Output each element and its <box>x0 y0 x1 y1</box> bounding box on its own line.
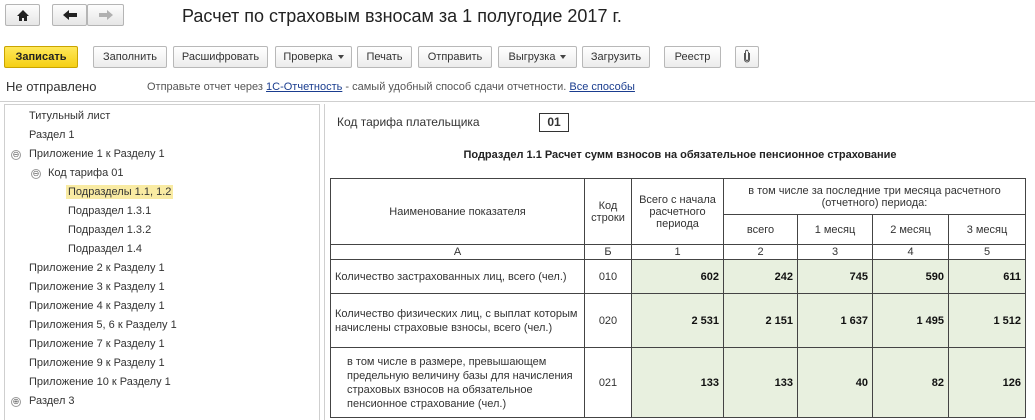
col-index: 2 <box>724 245 798 260</box>
all-methods-link[interactable]: Все способы <box>569 81 635 93</box>
paperclip-icon <box>743 49 751 66</box>
header-all: всего <box>724 215 798 245</box>
value-cell[interactable]: 133 <box>632 348 724 418</box>
tree-item-label: Подраздел 1.3.2 <box>68 224 152 236</box>
value-cell[interactable]: 1 637 <box>798 294 873 348</box>
tree-item-label: Приложение 10 к Разделу 1 <box>29 376 171 388</box>
tree-item-label: Приложение 2 к Разделу 1 <box>29 262 165 274</box>
home-icon <box>16 9 30 22</box>
tree-item-appendix-10[interactable] <box>29 373 171 392</box>
value-cell[interactable]: 82 <box>873 348 949 418</box>
value-cell[interactable]: 602 <box>632 260 724 294</box>
tree-item-label: Приложение 1 к Разделу 1 <box>29 148 165 160</box>
table-row <box>331 294 1026 348</box>
hint-prefix: Отправьте отчет через <box>147 81 263 93</box>
value-cell[interactable]: 2 151 <box>724 294 798 348</box>
tree-item-tariff-01[interactable] <box>48 164 124 183</box>
table-row <box>331 348 1026 418</box>
col-index: А <box>331 245 585 260</box>
tree-item-label: Приложение 7 к Разделу 1 <box>29 338 165 350</box>
tree-item-appendix-2[interactable] <box>29 259 165 278</box>
value-cell[interactable]: 1 495 <box>873 294 949 348</box>
value-cell[interactable]: 611 <box>949 260 1026 294</box>
back-button[interactable] <box>52 4 87 26</box>
collapse-icon[interactable]: ⊖ <box>32 169 40 178</box>
header-indicator-name: Наименование показателя <box>331 179 585 245</box>
collapse-icon[interactable]: ⊖ <box>12 150 20 159</box>
tree-item-label: Раздел 3 <box>29 395 75 407</box>
check-button-label: Проверка <box>283 51 333 63</box>
row-name: Количество физических лиц, с выплат которым начислены страховые взносы, всего (чел.) <box>331 294 585 348</box>
tree-item-label: Подраздел 1.4 <box>68 243 143 255</box>
row-code: 021 <box>585 348 632 418</box>
tariff-code-field[interactable]: 01 <box>539 113 569 132</box>
header-month-3: 3 месяц <box>949 215 1026 245</box>
tree-item-label: Раздел 1 <box>29 129 75 141</box>
contributions-table <box>330 178 1026 418</box>
tree-item-subsection-1-3-2[interactable] <box>68 221 151 240</box>
header-row-code: Код строки <box>585 179 632 245</box>
value-cell[interactable]: 126 <box>949 348 1026 418</box>
tree-item-label: Приложение 9 к Разделу 1 <box>29 357 165 369</box>
export-dropdown-button[interactable] <box>498 46 577 68</box>
tree-item-section-3[interactable] <box>29 392 75 411</box>
fill-button[interactable] <box>93 46 167 68</box>
col-index: 4 <box>873 245 949 260</box>
check-dropdown-button[interactable] <box>275 46 352 68</box>
page-title: Расчет по страховым взносам за 1 полугодие 2017 г. <box>182 6 622 26</box>
row-code: 020 <box>585 294 632 348</box>
send-status: Не отправлено <box>6 79 97 94</box>
value-cell[interactable]: 590 <box>873 260 949 294</box>
caret-down-icon <box>560 55 566 59</box>
hint-middle: - самый удобный способ сдачи отчетности. <box>345 81 567 93</box>
decode-button[interactable] <box>173 46 268 68</box>
col-index: 1 <box>632 245 724 260</box>
print-button-label: Печать <box>366 51 403 63</box>
tree-item-label: Приложение 4 к Разделу 1 <box>29 300 165 312</box>
tree-item-appendix-1[interactable] <box>29 145 165 164</box>
tree-item-label: Подраздел 1.3.1 <box>68 205 152 217</box>
registry-button[interactable] <box>664 46 721 68</box>
header-month-1: 1 месяц <box>798 215 873 245</box>
row-name: Количество застрахованных лиц, всего (чел.) <box>331 260 585 294</box>
write-button-label: Записать <box>15 51 67 63</box>
col-index: Б <box>585 245 632 260</box>
tree-item-subsection-1-4[interactable] <box>68 240 142 259</box>
header-divider <box>0 101 1035 102</box>
registry-button-label: Реестр <box>674 51 711 63</box>
col-index: 3 <box>798 245 873 260</box>
tree-item-title-page[interactable] <box>29 107 110 126</box>
value-cell[interactable]: 133 <box>724 348 798 418</box>
tree-item-label: Титульный лист <box>29 110 111 122</box>
load-button-label: Загрузить <box>590 51 642 63</box>
export-button-label: Выгрузка <box>508 51 556 63</box>
tariff-code-label: Код тарифа плательщика <box>337 115 480 129</box>
sections-tree[interactable] <box>4 104 320 420</box>
forward-button[interactable] <box>87 4 124 26</box>
attach-button[interactable] <box>735 46 759 68</box>
arrow-left-icon <box>62 9 78 21</box>
send-button-label: Отправить <box>427 51 483 63</box>
tree-item-label: Код тарифа 01 <box>48 167 124 179</box>
1c-reporting-link[interactable]: 1С-Отчетность <box>266 81 343 93</box>
row-name: в том числе в размере, превышающем предельную величину базы для начисления страховых взносов на обязательное пенсионное страхование (чел.) <box>331 348 585 418</box>
tree-item-section-1[interactable] <box>29 126 75 145</box>
send-hint <box>147 81 635 93</box>
decode-button-label: Расшифровать <box>181 51 260 63</box>
tree-item-appendix-3[interactable] <box>29 278 165 297</box>
value-cell[interactable]: 40 <box>798 348 873 418</box>
home-button[interactable] <box>5 4 40 26</box>
col-index: 5 <box>949 245 1026 260</box>
table-row <box>331 260 1026 294</box>
tree-item-appendix-7[interactable] <box>29 335 165 354</box>
value-cell[interactable]: 242 <box>724 260 798 294</box>
header-month-2: 2 месяц <box>873 215 949 245</box>
header-last-three-months: в том числе за последние три месяца расчетного (отчетного) периода: <box>724 179 1026 215</box>
value-cell[interactable]: 2 531 <box>632 294 724 348</box>
tree-item-label: Приложения 5, 6 к Разделу 1 <box>29 319 177 331</box>
caret-down-icon <box>338 55 344 59</box>
value-cell[interactable]: 745 <box>798 260 873 294</box>
print-button[interactable] <box>357 46 412 68</box>
row-code: 010 <box>585 260 632 294</box>
tree-item-subsections-1-1-1-2[interactable] <box>66 183 173 202</box>
arrow-right-icon <box>98 9 114 21</box>
subsection-title: Подраздел 1.1 Расчет сумм взносов на обязательное пенсионное страхование <box>463 149 897 161</box>
tree-item-subsection-1-3-1[interactable] <box>68 202 151 221</box>
tree-item-appendix-9[interactable] <box>29 354 165 373</box>
expand-icon[interactable]: ⊕ <box>12 397 20 406</box>
tree-item-appendix-5-6[interactable] <box>29 316 177 335</box>
tree-item-label: Приложение 3 к Разделу 1 <box>29 281 165 293</box>
send-button[interactable] <box>418 46 492 68</box>
load-button[interactable] <box>582 46 650 68</box>
header-total-period: Всего с начала расчетного периода <box>632 179 724 245</box>
tree-item-label: Подразделы 1.1, 1.2 <box>68 186 172 198</box>
fill-button-label: Заполнить <box>102 51 157 63</box>
tree-item-appendix-4[interactable] <box>29 297 165 316</box>
write-button[interactable] <box>4 46 78 68</box>
value-cell[interactable]: 1 512 <box>949 294 1026 348</box>
